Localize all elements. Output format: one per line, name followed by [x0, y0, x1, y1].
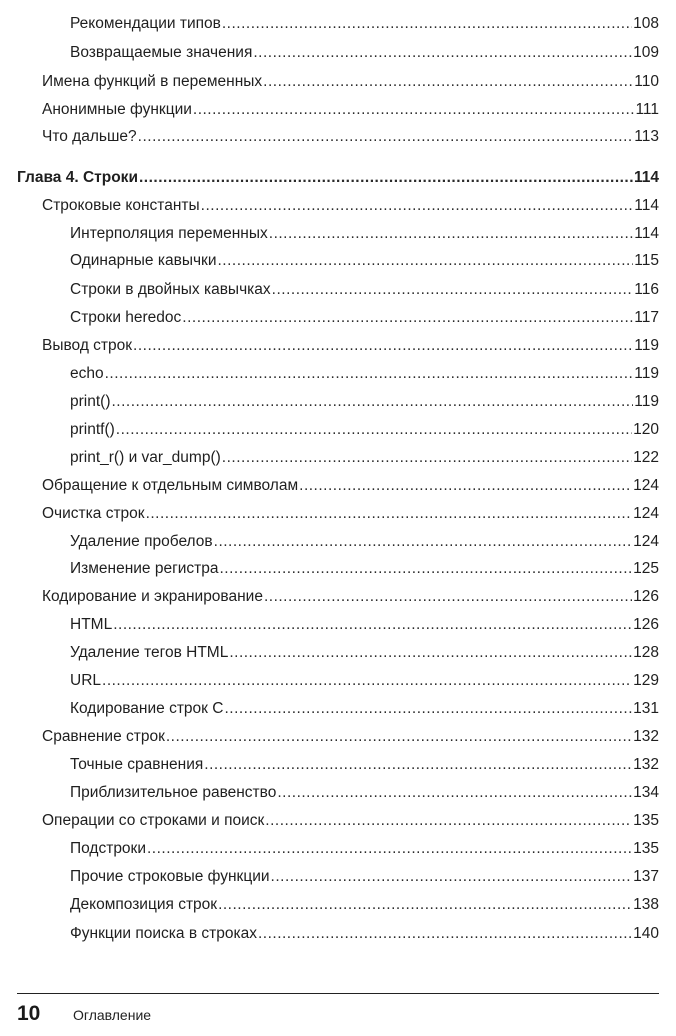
toc-entry[interactable]	[0, 472, 676, 500]
toc-chapter-heading[interactable]	[0, 164, 676, 192]
footer-page-number: 10	[17, 1002, 41, 1025]
toc-entry-page: 124	[633, 477, 659, 494]
dot-leader	[272, 276, 634, 304]
toc-entry[interactable]	[0, 10, 676, 38]
toc-entry[interactable]	[0, 123, 676, 151]
toc-entry-title: printf()	[70, 421, 115, 438]
toc-entry[interactable]	[0, 807, 676, 835]
toc-entry-title: Удаление тегов HTML	[70, 644, 229, 661]
dot-leader	[113, 611, 632, 639]
toc-entry[interactable]	[0, 611, 676, 639]
dot-leader	[299, 472, 632, 500]
toc-entry-title: echo	[70, 365, 104, 382]
dot-leader	[265, 807, 632, 835]
toc-entry-page: 109	[633, 44, 659, 61]
toc-entry-page: 134	[633, 784, 659, 801]
toc-entry-page: 132	[633, 756, 659, 773]
toc-entry-title: Очистка строк	[42, 505, 145, 522]
toc-entry[interactable]	[0, 723, 676, 751]
toc-entry[interactable]	[0, 247, 676, 275]
toc-entry-title: Анонимные функции	[42, 101, 192, 118]
toc-entry[interactable]	[0, 96, 676, 124]
toc-entry-page: 131	[633, 700, 659, 717]
dot-leader	[258, 920, 632, 948]
toc-entry-title: Глава 4. Строки	[17, 169, 138, 186]
toc-entry-title: Строки в двойных кавычках	[70, 281, 271, 298]
toc-entry-title: Операции со строками и поиск	[42, 812, 265, 829]
toc-entry[interactable]	[0, 360, 676, 388]
dot-leader	[224, 695, 632, 723]
dot-leader	[138, 123, 634, 151]
dot-leader	[218, 891, 632, 919]
toc-entry-page: 124	[633, 533, 659, 550]
dot-leader	[277, 779, 632, 807]
toc-entry-page: 119	[634, 337, 659, 354]
toc-entry-page: 114	[634, 225, 659, 242]
toc-entry[interactable]	[0, 304, 676, 332]
toc-entry-title: Имена функций в переменных	[42, 73, 263, 90]
dot-leader	[146, 500, 633, 528]
toc-entry-page: 128	[633, 644, 659, 661]
toc-entry[interactable]	[0, 276, 676, 304]
dot-leader	[220, 555, 633, 583]
dot-leader	[166, 723, 632, 751]
toc-entry-title: Точные сравнения	[70, 756, 204, 773]
dot-leader	[271, 863, 633, 891]
toc-entry-page: 114	[633, 169, 659, 186]
toc-entry[interactable]	[0, 39, 676, 67]
toc-entry-title: Что дальше?	[42, 128, 137, 145]
toc-entry-title: URL	[70, 672, 102, 689]
toc-entry-page: 138	[633, 896, 659, 913]
toc-entry-page: 117	[634, 309, 659, 326]
toc-entry[interactable]	[0, 695, 676, 723]
toc-entry-title: Кодирование и экранирование	[42, 588, 263, 605]
toc-entry-page: 113	[634, 128, 659, 145]
dot-leader	[264, 583, 632, 611]
toc-entry[interactable]	[0, 779, 676, 807]
toc-entry-page: 120	[633, 421, 659, 438]
toc-entry[interactable]	[0, 835, 676, 863]
dot-leader	[253, 39, 632, 67]
dot-leader	[269, 220, 634, 248]
toc-entry-title: HTML	[70, 616, 113, 633]
dot-leader	[204, 751, 632, 779]
toc-entry-page: 122	[633, 449, 659, 466]
toc-entry[interactable]	[0, 639, 676, 667]
toc-entry-title: Функции поиска в строках	[70, 925, 257, 942]
toc-entry-page: 126	[633, 616, 659, 633]
toc-entry-page: 108	[633, 15, 659, 32]
toc-entry-page: 137	[633, 868, 659, 885]
dot-leader	[147, 835, 632, 863]
toc-entry-title: Кодирование строк C	[70, 700, 224, 717]
dot-leader	[201, 192, 634, 220]
toc-entry-title: Возвращаемые значения	[70, 44, 253, 61]
toc-entry[interactable]	[0, 751, 676, 779]
toc-entry-title: Одинарные кавычки	[70, 252, 217, 269]
toc-entry[interactable]	[0, 220, 676, 248]
toc-entry-title: Строковые константы	[42, 197, 200, 214]
toc-entry[interactable]	[0, 667, 676, 695]
dot-leader	[217, 247, 633, 275]
dot-leader	[193, 96, 635, 124]
toc-entry-page: 129	[633, 672, 659, 689]
toc-entry[interactable]	[0, 583, 676, 611]
dot-leader	[102, 667, 632, 695]
toc-entry-title: Рекомендации типов	[70, 15, 221, 32]
toc-entry[interactable]	[0, 555, 676, 583]
toc-entry-title: print_r() и var_dump()	[70, 449, 221, 466]
toc-entry-page: 110	[634, 73, 659, 90]
dot-leader	[111, 388, 633, 416]
toc-entry-page: 135	[633, 812, 659, 829]
toc-entry[interactable]	[0, 863, 676, 891]
dot-leader	[133, 332, 633, 360]
toc-entry-page: 111	[635, 101, 659, 118]
toc-entry[interactable]	[0, 444, 676, 472]
footer-section-label: Оглавление	[73, 1007, 152, 1023]
toc-entry-title: Строки heredoc	[70, 309, 182, 326]
toc-entry-title: print()	[70, 393, 111, 410]
toc-entry[interactable]	[0, 388, 676, 416]
footer-divider	[17, 993, 659, 994]
toc-entry-title: Сравнение строк	[42, 728, 165, 745]
toc-entry-page: 116	[634, 281, 659, 298]
toc-entry-title: Декомпозиция строк	[70, 896, 218, 913]
toc-entry-title: Обращение к отдельным символам	[42, 477, 299, 494]
toc-entry-page: 119	[634, 365, 659, 382]
toc-entry-title: Интерполяция переменных	[70, 225, 268, 242]
dot-leader	[222, 10, 632, 38]
toc-entry-title: Изменение регистра	[70, 560, 219, 577]
toc-entry[interactable]	[0, 192, 676, 220]
toc-entry-page: 140	[633, 925, 659, 942]
toc-entry-page: 114	[634, 197, 659, 214]
toc-entry[interactable]	[0, 68, 676, 96]
dot-leader	[229, 639, 632, 667]
toc-entry[interactable]	[0, 500, 676, 528]
dot-leader	[214, 528, 632, 556]
toc-entry[interactable]	[0, 332, 676, 360]
dot-leader	[263, 68, 633, 96]
toc-entry-title: Прочие строковые функции	[70, 868, 270, 885]
toc-entry-page: 135	[633, 840, 659, 857]
toc-entry[interactable]	[0, 891, 676, 919]
dot-leader	[116, 416, 632, 444]
toc-entry[interactable]	[0, 528, 676, 556]
dot-leader	[139, 164, 633, 192]
toc-entry-page: 124	[633, 505, 659, 522]
dot-leader	[182, 304, 633, 332]
toc-entry-title: Приблизительное равенство	[70, 784, 277, 801]
toc-entry-page: 126	[633, 588, 659, 605]
dot-leader	[222, 444, 632, 472]
toc-entry[interactable]	[0, 920, 676, 948]
toc-entry-title: Подстроки	[70, 840, 146, 857]
toc-entry-page: 119	[634, 393, 659, 410]
toc-entry-page: 115	[634, 252, 659, 269]
toc-entry-title: Удаление пробелов	[70, 533, 213, 550]
toc-entry-page: 132	[633, 728, 659, 745]
toc-entry-title: Вывод строк	[42, 337, 133, 354]
toc-entry[interactable]	[0, 416, 676, 444]
dot-leader	[105, 360, 634, 388]
toc-entry-page: 125	[633, 560, 659, 577]
